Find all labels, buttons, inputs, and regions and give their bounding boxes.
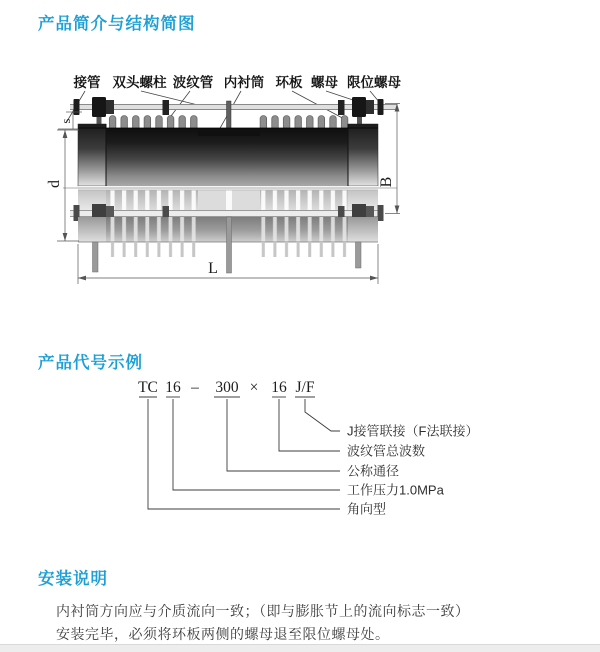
label-limit-nut: 限位螺母 bbox=[347, 75, 401, 90]
code-seg-pressure: 16 bbox=[165, 379, 181, 396]
callout-wave-count: 波纹管总波数 bbox=[347, 443, 426, 459]
code-segments bbox=[138, 379, 315, 396]
dim-label-d: d bbox=[46, 180, 63, 188]
dim-label-l: L bbox=[208, 260, 218, 277]
expansion-joint-diagram bbox=[46, 74, 401, 284]
label-pipe-end: 接管 bbox=[73, 75, 101, 90]
page-bottom-edge bbox=[0, 644, 600, 652]
product-code-diagram bbox=[138, 379, 478, 517]
code-callout-labels bbox=[347, 424, 478, 517]
code-seg-diameter: 300 bbox=[215, 379, 239, 396]
label-bellows: 波纹管 bbox=[172, 75, 214, 90]
label-ring-plate: 环板 bbox=[275, 75, 303, 90]
callout-working-pressure: 工作压力1.0MPa bbox=[347, 482, 444, 498]
code-seg-times: × bbox=[249, 379, 259, 396]
code-seg-type: TC bbox=[138, 379, 158, 396]
callout-nominal-diameter: 公称通径 bbox=[347, 463, 400, 479]
code-seg-waves: 16 bbox=[271, 379, 287, 396]
code-seg-dash: – bbox=[191, 379, 199, 396]
label-stud: 双头螺柱 bbox=[112, 75, 167, 90]
label-nut: 螺母 bbox=[311, 75, 338, 90]
body-upper-half bbox=[78, 124, 378, 186]
dim-label-s: s bbox=[59, 118, 73, 124]
code-callout-lines bbox=[148, 399, 340, 509]
code-seg-connection: J/F bbox=[295, 379, 315, 396]
body-lower-half bbox=[70, 190, 384, 273]
installation-line-1: 内衬筒方向应与介质流向一致；（即与膨胀节上的流向标志一致） bbox=[56, 603, 470, 619]
callout-connection: J接管联接（F法联接） bbox=[347, 423, 479, 439]
centerline bbox=[63, 186, 397, 190]
section-title-intro: 产品简介与结构简图 bbox=[38, 15, 196, 33]
callout-angular-type: 角向型 bbox=[347, 501, 387, 517]
section-title-code-example: 产品代号示例 bbox=[38, 354, 143, 372]
dim-label-b: B bbox=[378, 176, 395, 188]
dimension-b bbox=[385, 104, 400, 214]
installation-notes bbox=[56, 600, 470, 645]
installation-line-2: 安装完毕，必须将环板两侧的螺母退至限位螺母处。 bbox=[56, 625, 390, 642]
diagram-part-labels bbox=[73, 74, 402, 90]
label-inner-liner: 内衬筒 bbox=[223, 75, 265, 90]
section-title-installation: 安装说明 bbox=[38, 570, 108, 588]
